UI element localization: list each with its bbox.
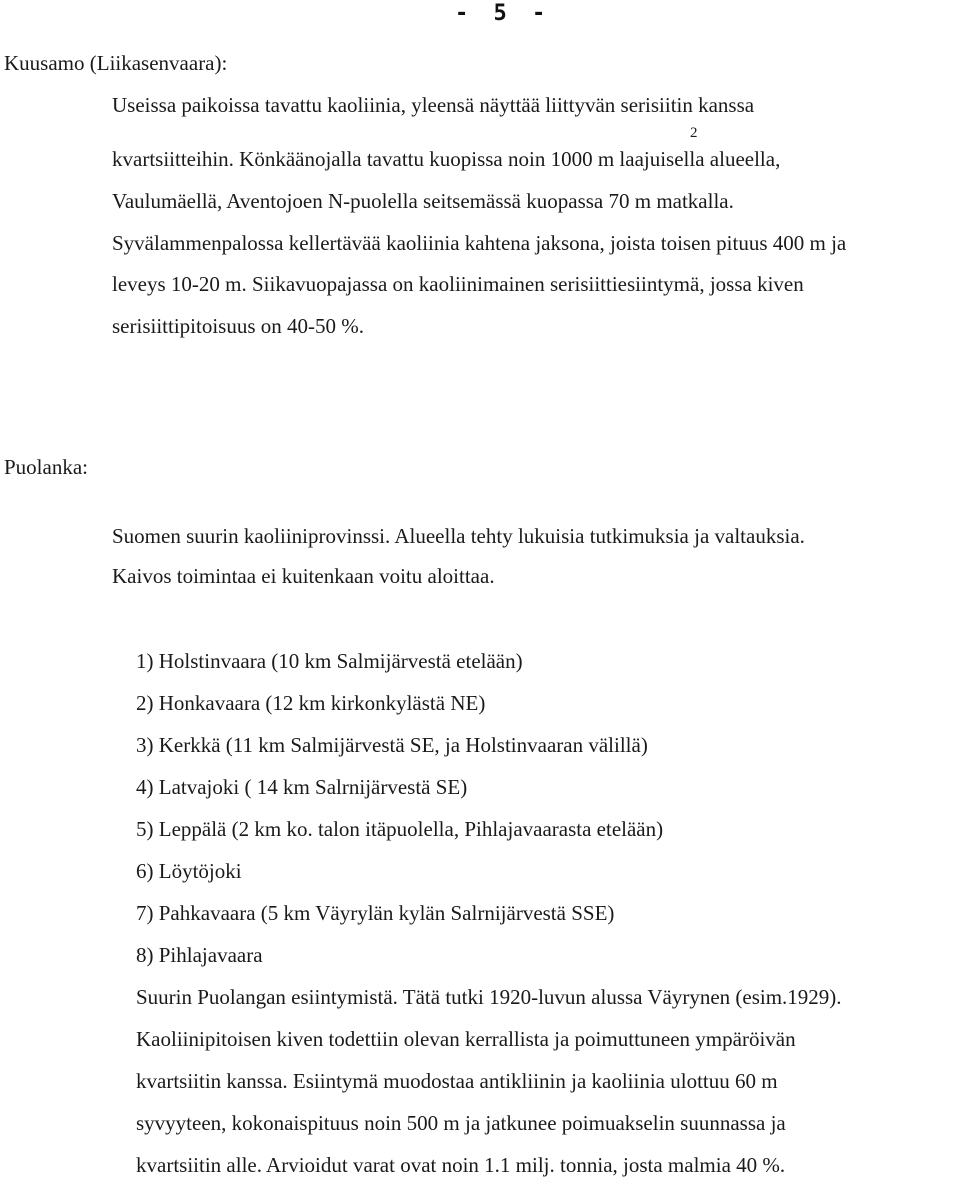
pihlajavaara-desc-2: Kaoliinipitoisen kiven todettiin olevan kerrallista ja poimuttuneen ympäröivän bbox=[136, 1027, 796, 1051]
puolanka-intro-2: Kaivos toimintaa ei kuitenkaan voitu aloittaa. bbox=[112, 564, 495, 588]
site-list-item-7: 7) Pahkavaara (5 km Väyrylän kylän Salrnijärvestä SSE) bbox=[136, 901, 615, 925]
pihlajavaara-desc-1: Suurin Puolangan esiintymistä. Tätä tutki 1920-luvun alussa Väyrynen (esim.1929). bbox=[136, 985, 842, 1009]
site-list-item-8: 8) Pihlajavaara bbox=[136, 943, 263, 967]
pihlajavaara-desc-3: kvartsiitin kanssa. Esiintymä muodostaa antikliinin ja kaoliinia ulottuu 60 m bbox=[136, 1069, 778, 1093]
pihlajavaara-desc-5: kvartsiitin alle. Arvioidut varat ovat noin 1.1 milj. tonnia, josta malmia 40 %. bbox=[136, 1153, 786, 1177]
kuusamo-line-5: leveys 10-20 m. Siikavuopajassa on kaoliinimainen serisiittiesiintymä, jossa kiven bbox=[112, 272, 804, 296]
kuusamo-heading: Kuusamo (Liikasenvaara): bbox=[4, 51, 228, 75]
kuusamo-line-3: Vaulumäellä, Aventojoen N-puolella seitsemässä kuopassa 70 m matkalla. bbox=[112, 189, 734, 213]
site-list-item-4: 4) Latvajoki ( 14 km Salrnijärvestä SE) bbox=[136, 775, 468, 799]
site-list-item-6: 6) Löytöjoki bbox=[136, 859, 242, 883]
kuusamo-line-4: Syvälammenpalossa kellertävää kaoliinia kahtena jaksona, joista toisen pituus 400 m ja bbox=[112, 231, 847, 255]
site-list-item-2: 2) Honkavaara (12 km kirkonkylästä NE) bbox=[136, 691, 486, 715]
site-list-item-3: 3) Kerkkä (11 km Salmijärvestä SE, ja Holstinvaaran välillä) bbox=[136, 733, 648, 757]
area-unit-superscript: 2 bbox=[690, 125, 698, 141]
pihlajavaara-desc-4: syvyyteen, kokonaispituus noin 500 m ja jatkunee poimuakselin suunnassa ja bbox=[136, 1111, 786, 1135]
page-number: - 5 - bbox=[455, 1, 552, 26]
site-list-item-5: 5) Leppälä (2 km ko. talon itäpuolella, Pihlajavaarasta etelään) bbox=[136, 817, 664, 841]
site-list-item-1: 1) Holstinvaara (10 km Salmijärvestä etelään) bbox=[136, 649, 523, 673]
puolanka-heading: Puolanka: bbox=[4, 455, 88, 479]
kuusamo-line-1: Useissa paikoissa tavattu kaoliinia, yleensä näyttää liittyvän serisiitin kanssa bbox=[112, 93, 755, 117]
puolanka-intro-1: Suomen suurin kaoliiniprovinssi. Alueella tehty lukuisia tutkimuksia ja valtauksia. bbox=[112, 524, 805, 548]
kuusamo-line-2: kvartsiitteihin. Könkäänojalla tavattu kuopissa noin 1000 m laajuisella alueella, bbox=[112, 147, 781, 171]
kuusamo-line-6: serisiittipitoisuus on 40-50 %. bbox=[112, 314, 364, 338]
